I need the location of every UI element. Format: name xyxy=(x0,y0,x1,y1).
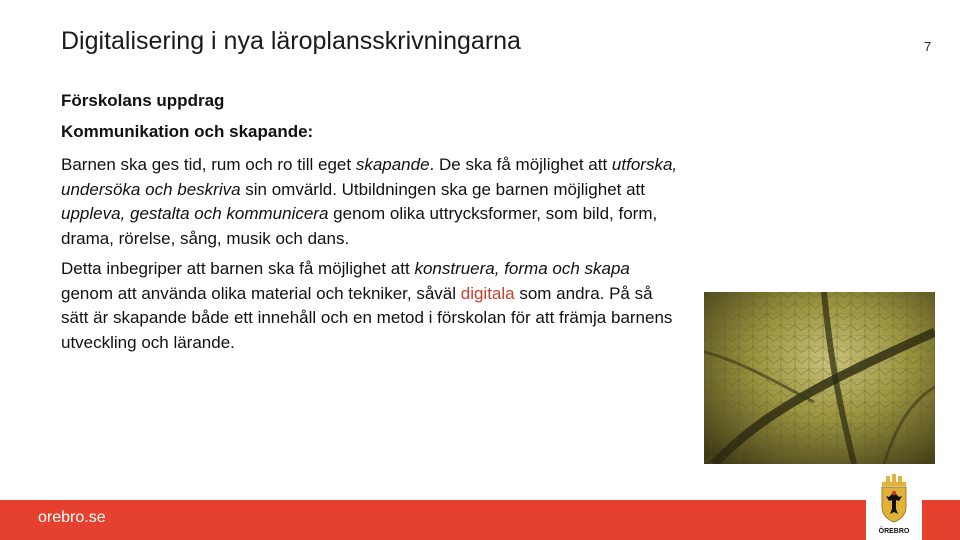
slide-content xyxy=(61,90,681,361)
footer-bar xyxy=(0,500,960,540)
logo-text: ÖREBRO xyxy=(878,528,910,535)
paragraph-communication xyxy=(61,153,681,251)
italic-run: uppleva, gestalta och kommunicera xyxy=(61,204,329,223)
slide-title: Digitalisering i nya läroplansskrivningarna xyxy=(61,27,521,55)
footer-url[interactable]: orebro.se xyxy=(38,509,106,526)
text-run: som andra. På så sätt är skapande både ett innehåll och en metod i förskolan för att främja barnens utveckling och lärande. xyxy=(61,283,673,352)
leaf-texture-image xyxy=(704,292,935,464)
text-run: sin omvärld. Utbildningen ska ge barnen möjlighet att xyxy=(240,179,645,199)
italic-run: utforska, undersöka och beskriva xyxy=(61,155,678,199)
orebro-crest-logo xyxy=(866,471,922,540)
text-run: genom olika uttrycksformer, som bild, form, drama, rörelse, sång, musik och dans. xyxy=(61,204,658,248)
highlight-digitala: digitala xyxy=(460,283,515,303)
italic-run: konstruera, forma och skapa xyxy=(414,259,630,278)
subsection-heading: Kommunikation och skapande: xyxy=(61,122,314,141)
text-run: . De ska få möjlighet att xyxy=(429,155,612,174)
paragraph-digital xyxy=(61,257,681,355)
text-run: Barnen ska ges tid, rum och ro till eget xyxy=(61,155,356,174)
crest-icon xyxy=(866,471,922,540)
text-run: genom att använda olika material och tekniker, såväl xyxy=(61,283,461,303)
text-run: Detta inbegriper att barnen ska få möjlighet att xyxy=(61,259,415,278)
leaf-closeup-photo xyxy=(704,292,935,464)
italic-run: skapande xyxy=(355,155,430,174)
page-number: 7 xyxy=(924,39,932,54)
section-heading: Förskolans uppdrag xyxy=(61,91,225,110)
